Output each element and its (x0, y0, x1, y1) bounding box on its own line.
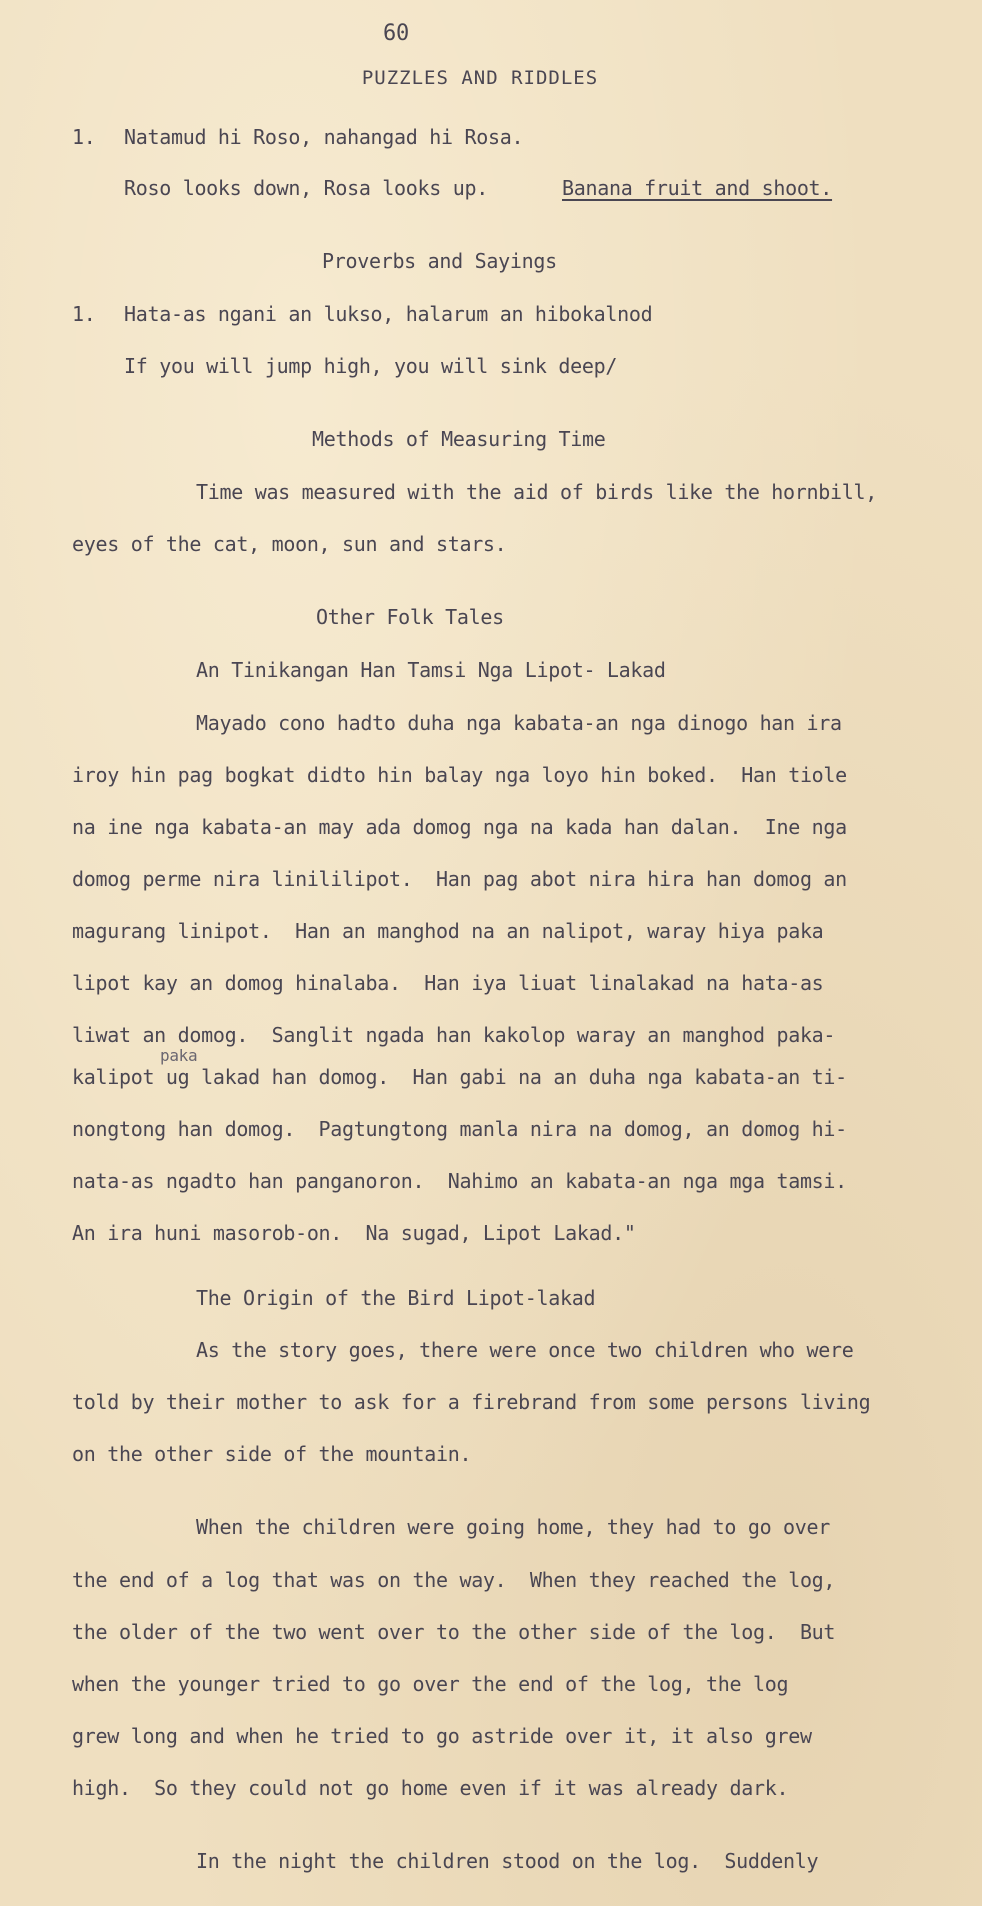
folk-tale-line-6: lipot kay an domog hinalaba. Han iya liuat linalakad na hata-as (72, 971, 824, 995)
puzzle-translation: Roso looks down, Rosa looks up. (124, 176, 488, 200)
folk-tale-title: An Tinikangan Han Tamsi Nga Lipot- Lakad (196, 658, 666, 682)
puzzle-answer: Banana fruit and shoot. (562, 176, 833, 200)
folk-tale-line-4: domog perme nira linililipot. Han pag abot nira hira han domog an (72, 867, 847, 891)
origin-heading: The Origin of the Bird Lipot-lakad (196, 1286, 596, 1310)
origin-p3-line-1: In the night the children stood on the log. Suddenly (196, 1849, 819, 1873)
measuring-line-2: eyes of the cat, moon, sun and stars. (72, 532, 507, 556)
folk-tale-insertion-note: paka (160, 1046, 198, 1065)
folk-tale-line-1: Mayado cono hadto duha nga kabata-an nga dinogo han ira (196, 711, 842, 735)
puzzle-native-text: Natamud hi Roso, nahangad hi Rosa. (124, 125, 524, 149)
origin-p2-line-5: grew long and when he tried to go astride over it, it also grew (72, 1724, 812, 1748)
folk-tale-line-5: magurang linipot. Han an manghod na an nalipot, waray hiya paka (72, 919, 824, 943)
origin-p1-line-1: As the story goes, there were once two children who were (196, 1338, 854, 1362)
measuring-heading: Methods of Measuring Time (312, 427, 606, 451)
proverb-native-text: Hata-as ngani an lukso, halarum an hibokalnod (124, 302, 653, 326)
origin-p2-line-3: the older of the two went over to the other side of the log. But (72, 1620, 836, 1644)
proverb-item-number: 1. (72, 302, 96, 326)
origin-p1-line-2: told by their mother to ask for a firebrand from some persons living (72, 1390, 871, 1414)
folk-tale-line-8: kalipot ug lakad han domog. Han gabi na an duha nga kabata-an ti- (72, 1065, 847, 1089)
folk-tale-line-9: nongtong han domog. Pagtungtong manla nira na domog, an domog hi- (72, 1117, 847, 1141)
origin-p1-line-3: on the other side of the mountain. (72, 1442, 472, 1466)
puzzles-heading: PUZZLES AND RIDDLES (361, 67, 599, 89)
origin-p2-line-1: When the children were going home, they had to go over (196, 1515, 831, 1539)
measuring-line-1: Time was measured with the aid of birds like the hornbill, (196, 480, 877, 504)
origin-p2-line-6: high. So they could not go home even if it was already dark. (72, 1776, 789, 1800)
folk-tale-line-7: liwat an domog. Sanglit ngada han kakolop waray an manghod paka- (72, 1023, 836, 1047)
folk-tale-line-2: iroy hin pag bogkat didto hin balay nga loyo hin boked. Han tiole (72, 763, 847, 787)
puzzle-item-number: 1. (72, 125, 96, 149)
folk-tale-line-11: An ira huni masorob-on. Na sugad, Lipot Lakad." (72, 1221, 636, 1245)
folk-tale-line-10: nata-as ngadto han panganoron. Nahimo an kabata-an nga mga tamsi. (72, 1169, 847, 1193)
proverb-translation: If you will jump high, you will sink deep/ (124, 354, 618, 378)
folk-tale-line-3: na ine nga kabata-an may ada domog nga na kada han dalan. Ine nga (72, 815, 847, 839)
origin-p2-line-4: when the younger tried to go over the end of the log, the log (72, 1672, 789, 1696)
folk-tales-heading: Other Folk Tales (316, 605, 504, 629)
proverbs-heading: Proverbs and Sayings (322, 249, 557, 273)
page-number: 60 (383, 21, 409, 46)
origin-p2-line-2: the end of a log that was on the way. When they reached the log, (72, 1568, 836, 1592)
